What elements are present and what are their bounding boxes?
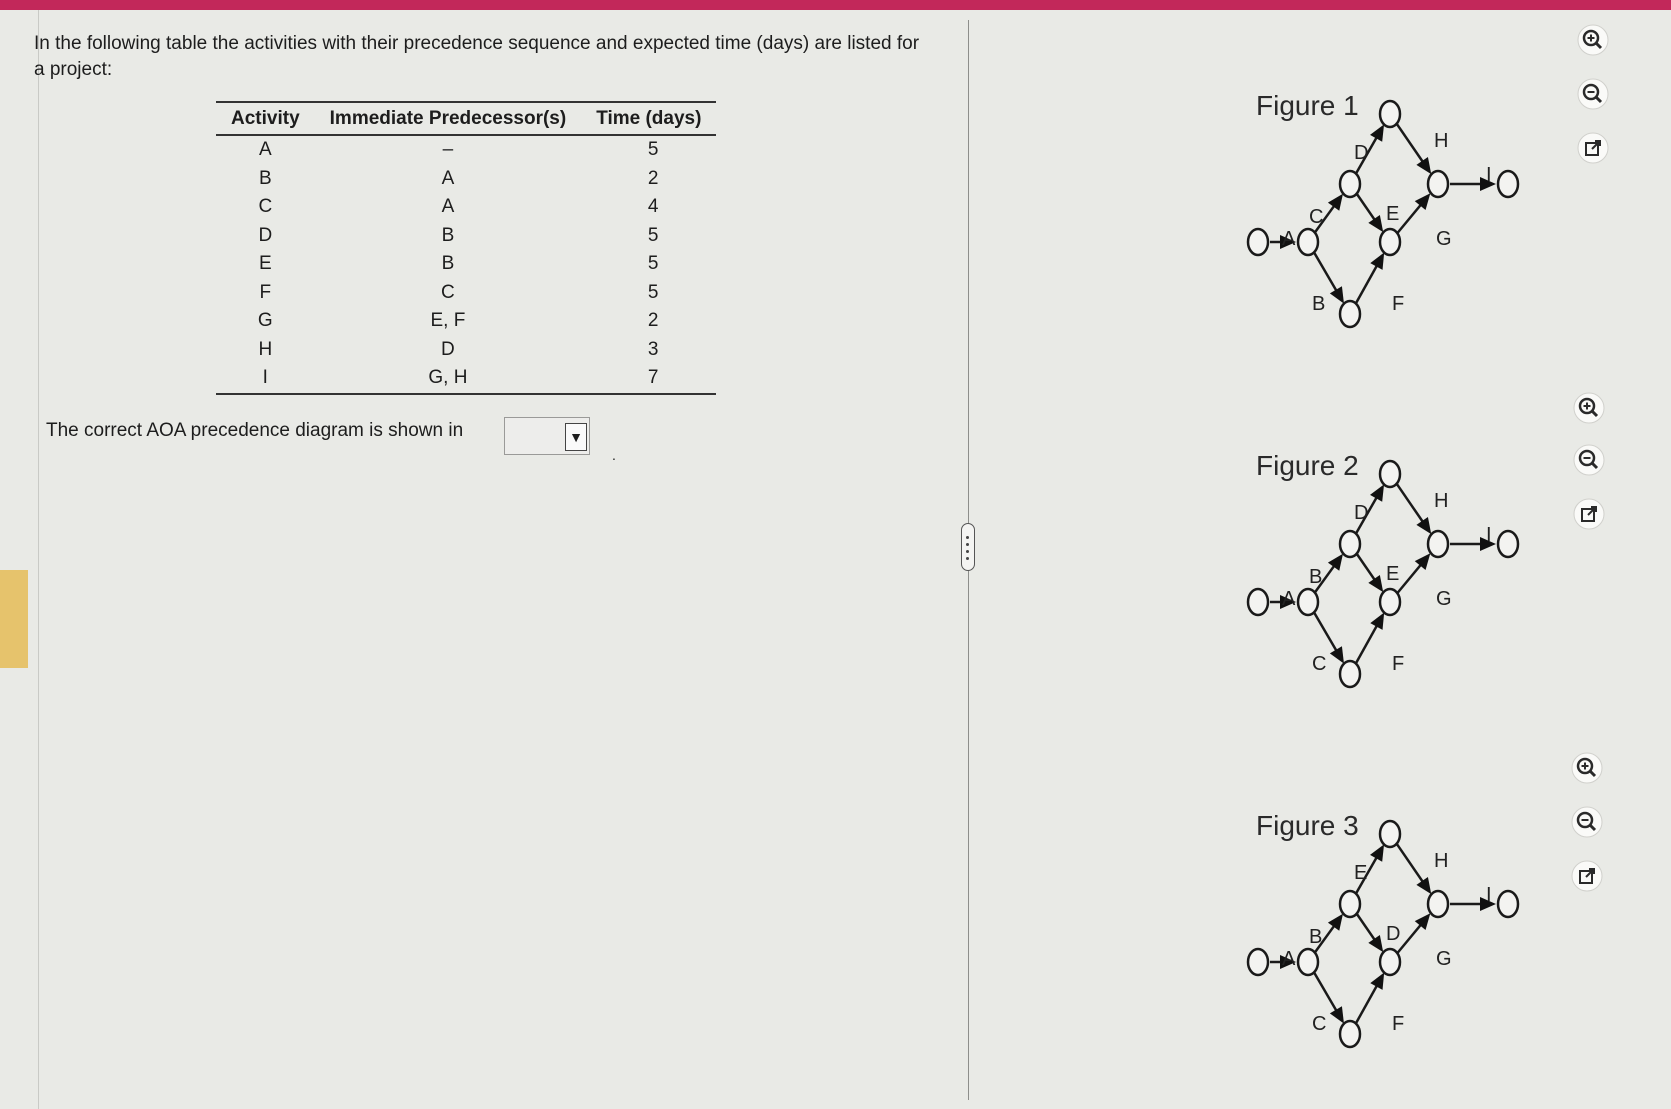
- open-external-icon[interactable]: [1571, 860, 1603, 892]
- activity-cell: D: [258, 224, 273, 246]
- figure-title: Figure 3: [1256, 810, 1359, 841]
- activity-cell: B: [258, 167, 272, 189]
- zoom-in-icon[interactable]: [1571, 752, 1603, 784]
- label-i: I: [1486, 884, 1492, 906]
- arrowhead-icon: [1330, 646, 1344, 663]
- left-marker: [0, 570, 28, 668]
- label-up2: D: [1354, 142, 1369, 164]
- predecessor-cell: G, H: [315, 364, 582, 394]
- arrowhead-icon: [1368, 935, 1383, 952]
- predecessor-cell: C: [441, 281, 455, 303]
- label-h: H: [1434, 850, 1449, 872]
- label-down1: C: [1312, 653, 1327, 675]
- predecessor-cell: B: [441, 253, 455, 275]
- event-node: [1498, 531, 1518, 557]
- time-cell: 5: [647, 224, 659, 246]
- label-g: G: [1436, 228, 1452, 250]
- figure-title: Figure 2: [1256, 450, 1359, 481]
- label-mid: E: [1386, 563, 1400, 585]
- event-node: [1380, 461, 1400, 487]
- arrowhead-icon: [1416, 517, 1431, 534]
- event-node: [1340, 1021, 1360, 1047]
- open-external-icon[interactable]: [1573, 498, 1605, 530]
- label-g: G: [1436, 948, 1452, 970]
- event-node: [1340, 301, 1360, 327]
- arrowhead-icon: [1328, 914, 1343, 931]
- answer-dropdown[interactable]: [504, 417, 590, 455]
- figure-3[interactable]: [1246, 808, 1546, 1068]
- event-node: [1340, 531, 1360, 557]
- table-row: [216, 135, 716, 165]
- arrowhead-icon: [1328, 554, 1343, 571]
- event-node: [1498, 891, 1518, 917]
- event-node: [1298, 229, 1318, 255]
- label-mid: E: [1386, 203, 1400, 225]
- activity-table: [216, 101, 716, 395]
- label-up2: D: [1354, 502, 1369, 524]
- label-up1: B: [1309, 566, 1323, 588]
- event-node: [1340, 891, 1360, 917]
- table-row: [216, 222, 716, 251]
- label-h: H: [1434, 490, 1449, 512]
- event-node: [1380, 589, 1400, 615]
- dropdown-arrow-icon[interactable]: ▼: [565, 423, 587, 451]
- time-cell: 7: [581, 364, 716, 394]
- label-down1: B: [1312, 293, 1326, 315]
- label-low: F: [1392, 653, 1405, 675]
- label-h: H: [1434, 130, 1449, 152]
- activity-cell: C: [258, 196, 273, 218]
- predecessor-cell: A: [441, 196, 455, 218]
- predecessor-cell: B: [441, 224, 455, 246]
- arrowhead-icon: [1330, 1006, 1344, 1023]
- event-node: [1298, 949, 1318, 975]
- event-node: [1298, 589, 1318, 615]
- top-accent-bar: [0, 0, 1671, 10]
- event-node: [1380, 949, 1400, 975]
- event-node: [1380, 821, 1400, 847]
- label-a: A: [1282, 228, 1296, 250]
- label-a: A: [1282, 588, 1296, 610]
- zoom-in-icon[interactable]: [1573, 392, 1605, 424]
- time-cell: 3: [647, 338, 659, 360]
- left-border: [38, 10, 39, 1109]
- activity-cell: A: [258, 139, 272, 161]
- figure-title: Figure 1: [1256, 90, 1359, 121]
- event-node: [1428, 171, 1448, 197]
- arrowhead-icon: [1416, 877, 1431, 894]
- event-node: [1380, 101, 1400, 127]
- predecessor-cell: –: [442, 139, 454, 161]
- answer-prompt: The correct AOA precedence diagram is shown in: [46, 420, 464, 441]
- table-row: [216, 165, 716, 194]
- zoom-in-icon[interactable]: [1577, 24, 1609, 56]
- pane-resize-handle[interactable]: [961, 523, 975, 571]
- table-row: [216, 250, 716, 279]
- predecessor-cell: D: [441, 338, 455, 360]
- activity-cell: I: [216, 364, 315, 394]
- table-row: [216, 336, 716, 365]
- answer-period: .: [612, 447, 616, 463]
- table-row: [216, 364, 716, 394]
- activity-cell: G: [257, 310, 273, 332]
- label-i: I: [1486, 524, 1492, 546]
- time-cell: 4: [647, 196, 659, 218]
- label-a: A: [1282, 948, 1296, 970]
- event-node: [1428, 531, 1448, 557]
- table-row: [216, 279, 716, 308]
- figure-1[interactable]: [1246, 88, 1546, 348]
- arrowhead-icon: [1328, 194, 1343, 211]
- header-time: Time (days): [581, 102, 716, 135]
- label-g: G: [1436, 588, 1452, 610]
- time-cell: 2: [647, 310, 659, 332]
- event-node: [1380, 229, 1400, 255]
- arrowhead-icon: [1330, 286, 1344, 303]
- label-i: I: [1486, 164, 1492, 186]
- predecessor-cell: E, F: [430, 310, 466, 332]
- label-up1: C: [1309, 206, 1324, 228]
- table-row: [216, 307, 716, 336]
- zoom-out-icon[interactable]: [1571, 806, 1603, 838]
- figure-2[interactable]: [1246, 448, 1546, 708]
- event-node: [1248, 229, 1268, 255]
- event-node: [1248, 949, 1268, 975]
- header-predecessors: Immediate Predecessor(s): [315, 102, 582, 135]
- event-node: [1248, 589, 1268, 615]
- zoom-out-icon[interactable]: [1577, 78, 1609, 110]
- activity-cell: H: [258, 338, 273, 360]
- arrowhead-icon: [1416, 157, 1431, 174]
- label-up1: B: [1309, 926, 1323, 948]
- label-down1: C: [1312, 1013, 1327, 1035]
- table-row: [216, 193, 716, 222]
- time-cell: 5: [647, 139, 659, 161]
- activity-cell: E: [258, 253, 272, 275]
- event-node: [1428, 891, 1448, 917]
- label-low: F: [1392, 293, 1405, 315]
- event-node: [1340, 661, 1360, 687]
- zoom-out-icon[interactable]: [1573, 444, 1605, 476]
- label-up2: E: [1354, 862, 1368, 884]
- open-external-icon[interactable]: [1577, 132, 1609, 164]
- activity-cell: F: [259, 281, 272, 303]
- question-text: In the following table the activities with their precedence sequence and expected time (days) are listed for a project:: [34, 33, 920, 80]
- event-node: [1498, 171, 1518, 197]
- time-cell: 2: [647, 167, 659, 189]
- arrowhead-icon: [1368, 215, 1383, 232]
- label-mid: D: [1386, 923, 1401, 945]
- time-cell: 5: [647, 281, 659, 303]
- arrowhead-icon: [1368, 575, 1383, 592]
- time-cell: 5: [647, 253, 659, 275]
- header-activity: Activity: [216, 102, 315, 135]
- event-node: [1340, 171, 1360, 197]
- predecessor-cell: A: [441, 167, 455, 189]
- label-low: F: [1392, 1013, 1405, 1035]
